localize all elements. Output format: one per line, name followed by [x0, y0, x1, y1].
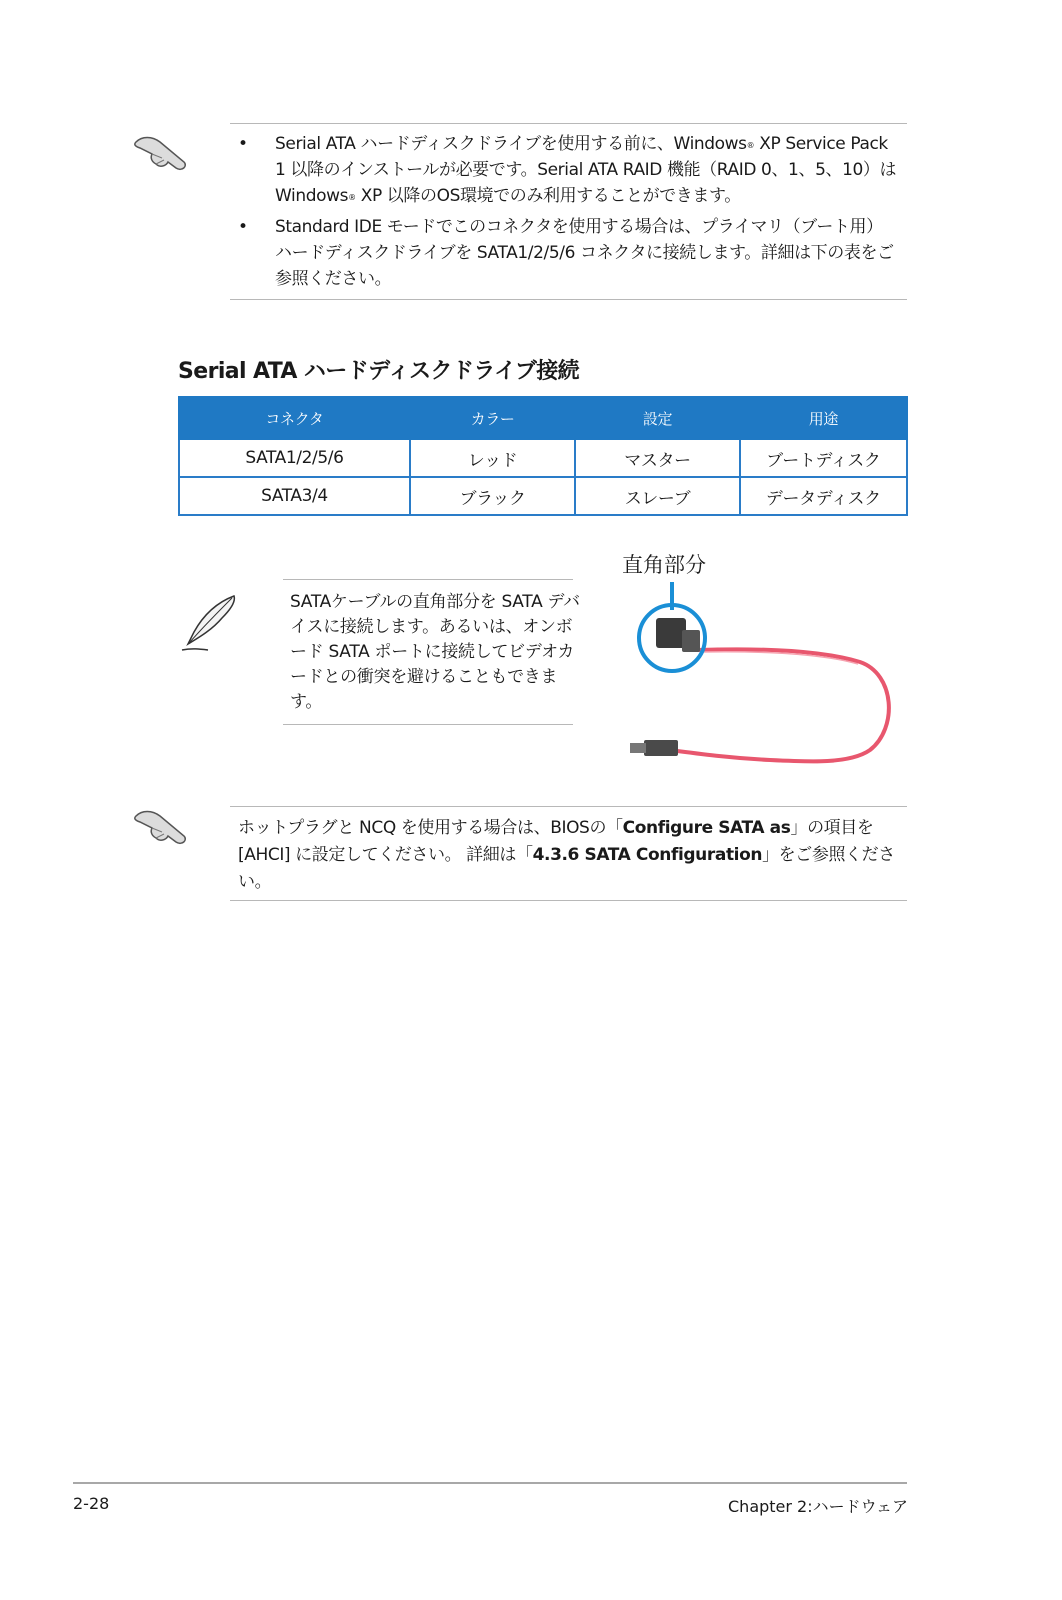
table-cell: レッド: [410, 439, 575, 477]
table-header-row: [179, 397, 907, 439]
bios-note-top-rule: [230, 806, 907, 807]
table-cell: ブラック: [410, 477, 575, 515]
section-title: Serial ATA ハードディスクドライブ接続: [178, 359, 580, 384]
header-connector: コネクタ: [179, 397, 410, 439]
table-cell: データディスク: [740, 477, 907, 515]
table-cell: スレーブ: [575, 477, 739, 515]
note-item: • Standard IDE モードでこのコネクタを使用する場合は、プライマリ（ブート用）ハードディスクドライブを SATA1/2/5/6 コネクタに接続します。詳細は下の表をご参照ください。: [230, 214, 898, 292]
bios-note-bottom-rule: [230, 900, 907, 901]
connector-table: [178, 396, 908, 516]
header-usage: 用途: [740, 397, 907, 439]
table-cell: SATA3/4: [179, 477, 410, 515]
table-cell: ブートディスク: [740, 439, 907, 477]
note-bottom-rule: [230, 299, 907, 300]
page-number: 2-28: [73, 1494, 110, 1513]
note-item: • Serial ATA ハードディスクドライブを使用する前に、Windows® XP Service Pack 1 以降のインストールが必要です。Serial ATA RAID 機能（RAID 0、1、5、10）は Windows® XP 以降のOS環境でのみ利用することができます。: [230, 131, 898, 209]
header-setting: 設定: [575, 397, 739, 439]
feather-pen-icon: [178, 592, 242, 654]
table-row: [179, 439, 907, 477]
table-cell: SATA1/2/5/6: [179, 439, 410, 477]
sata-cable-image: [620, 578, 900, 778]
table-cell: マスター: [575, 439, 739, 477]
note-top: [230, 131, 898, 297]
chapter-label: Chapter 2:ハードウェア: [728, 1497, 908, 1516]
footer-rule: [73, 1482, 907, 1484]
note-top-rule: [230, 123, 907, 124]
callout-label: 直角部分: [622, 553, 706, 577]
header-color: カラー: [410, 397, 575, 439]
hand-note-icon: [132, 806, 192, 850]
table-row: [179, 477, 907, 515]
bios-note: ホットプラグと NCQ を使用する場合は、BIOSの「Configure SATA as」の項目を [AHCI] に設定してください。 詳細は「4.3.6 SATA Configuration」をご参照ください。: [238, 818, 895, 892]
hand-note-icon: [132, 132, 192, 176]
tip-top-rule: [283, 579, 573, 580]
tip-text: SATAケーブルの直角部分を SATA デバイスに接続します。あるいは、オンボード SATA ポートに接続してビデオカードとの衝突を避けることもできます。: [290, 592, 580, 712]
tip-bottom-rule: [283, 724, 573, 725]
